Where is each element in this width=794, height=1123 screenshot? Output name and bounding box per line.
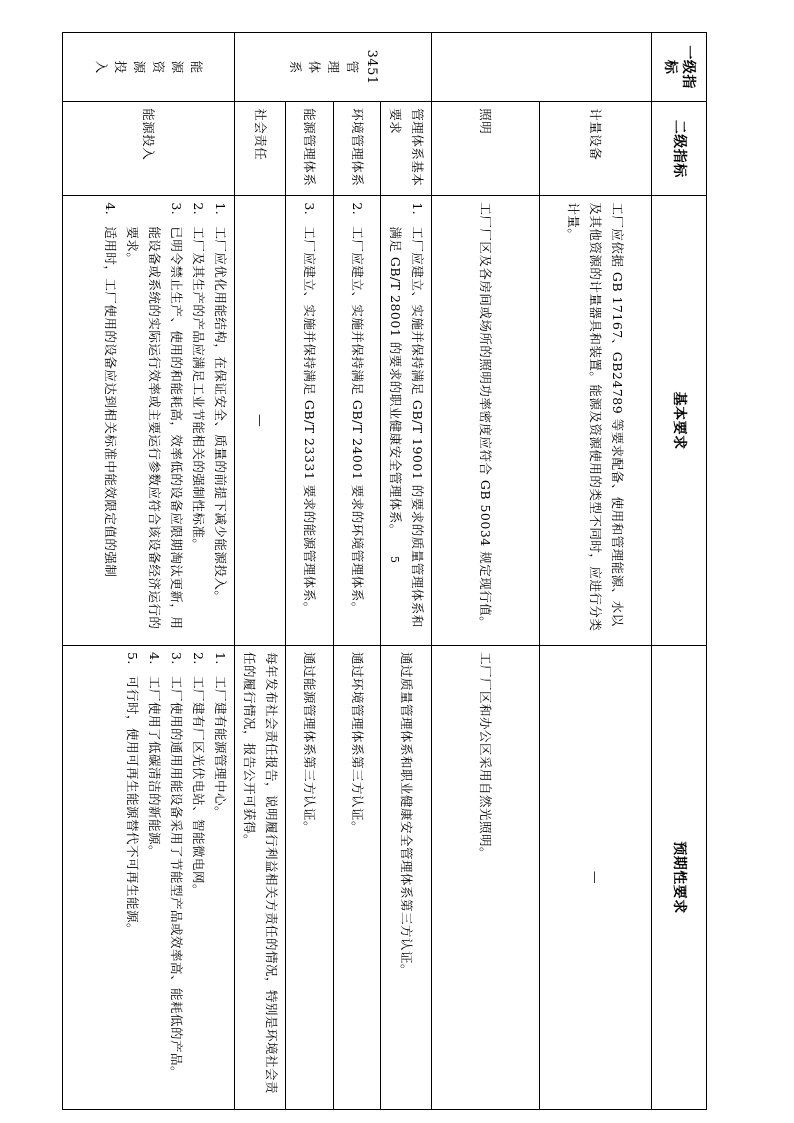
table-row: [235, 33, 286, 1110]
expected-cell: 工厂厂区和办公区采用自然光照明。: [432, 645, 540, 1109]
header-basic: 基本要求: [652, 196, 707, 646]
basic-cell: 3. 工厂应建立、实施并保持满足 GB/T 23331 要求的能源管理体系。: [286, 196, 334, 646]
level2-cell: 环境管理体系: [334, 102, 381, 196]
level2-cell: 社会责任: [235, 102, 286, 196]
table-row: [432, 33, 540, 1110]
list-item: 4. 工厂使用了低碳清洁的新能源。: [147, 651, 162, 858]
expected-cell: 通过质量管理体系和职业健康安全管理体系第三方认证。: [381, 645, 432, 1109]
table-row: [63, 33, 235, 1110]
level1-cell-energy: 能 源 资 源 投 入: [63, 33, 235, 102]
expected-cell: 通过环境管理体系第三方认证。: [334, 645, 381, 1109]
header-level2: 二级指标: [652, 102, 707, 196]
header-level1: 一级指标: [652, 33, 707, 102]
expected-cell: 每年发布社会责任报告，说明履行利益相关方责任的情况，特别是环境社会责任的履行情况，报告公开可获得。: [235, 645, 286, 1109]
expected-cell: 通过能源管理体系第三方认证。: [286, 645, 334, 1109]
list-item: 4. 适用时，工厂使用的设备应达到相关标准中能效限定值的强制: [103, 202, 118, 578]
basic-cell: [63, 196, 235, 646]
level2-cell: 计量设备: [540, 102, 652, 196]
table-row: [334, 33, 381, 1110]
indicator-table: [62, 32, 707, 1110]
basic-cell: 工厂应依据 GB 17167、GB24789 等要求配备、使用和管理能源、水以及其他资源的计量器具和装置。能源及资源使用的类型不同时，应进行分类计量。: [540, 196, 652, 646]
level2-cell: 能源管理体系: [286, 102, 334, 196]
management-number: 3451: [364, 49, 380, 85]
list-item: 3. 已明令禁止生产、使用的和能耗高，效率低的设备应限期淘汰更新，用能设备或系统的实际运行效率或主要运行参数应符合该设备经济运行的要求。: [125, 202, 184, 630]
list-item: 5. 可行时，使用可再生能源替代不可再生能源。: [125, 651, 140, 936]
header-expected: 预期性要求: [652, 645, 707, 1109]
header-row: [652, 33, 707, 1110]
list-item: 2. 工厂及其生产的产品应满足工业节能相关的强制性标准。: [191, 202, 206, 552]
level2-cell: 能源投入: [63, 102, 235, 196]
level1-cell-empty: [432, 33, 652, 102]
basic-cell: —: [235, 196, 286, 646]
page-number: 5: [388, 556, 401, 563]
table-row: [381, 33, 432, 1110]
expected-cell: —: [540, 645, 652, 1109]
table-row: [540, 33, 652, 1110]
level1-cell-management: 3451 管 理 体 系: [235, 33, 432, 102]
basic-cell: 1. 工厂应建立、实施并保持满足 GB/T 19001 的要求的质量管理体系和满足 GB/T 28001 的要求的职业健康安全管理体系。: [381, 196, 432, 646]
level2-cell: 照明: [432, 102, 540, 196]
list-item: 1. 工厂应优化用能结构，在保证安全、质量的前提下减少能源投入。: [213, 202, 228, 604]
level2-cell: 管理体系基本要求: [381, 102, 432, 196]
list-item: 3. 工厂使用的通用用能设备采用了节能型产品或效率高、能耗低的产品。: [169, 651, 184, 1079]
table-row: [286, 33, 334, 1110]
rotated-table-wrapper: [65, 32, 707, 1110]
list-item: 2. 工厂建有厂区光伏电站、智能微电网。: [191, 651, 206, 897]
basic-cell: 工厂厂区及各房间或场所的照明功率密度应符合 GB 50034 规定现行值。: [432, 196, 540, 646]
expected-cell: [63, 645, 235, 1109]
basic-cell: 2. 工厂应建立、实施并保持满足 GB/T 24001 要求的环境管理体系。: [334, 196, 381, 646]
list-item: 1. 工厂建有能源管理中心。: [213, 651, 228, 819]
